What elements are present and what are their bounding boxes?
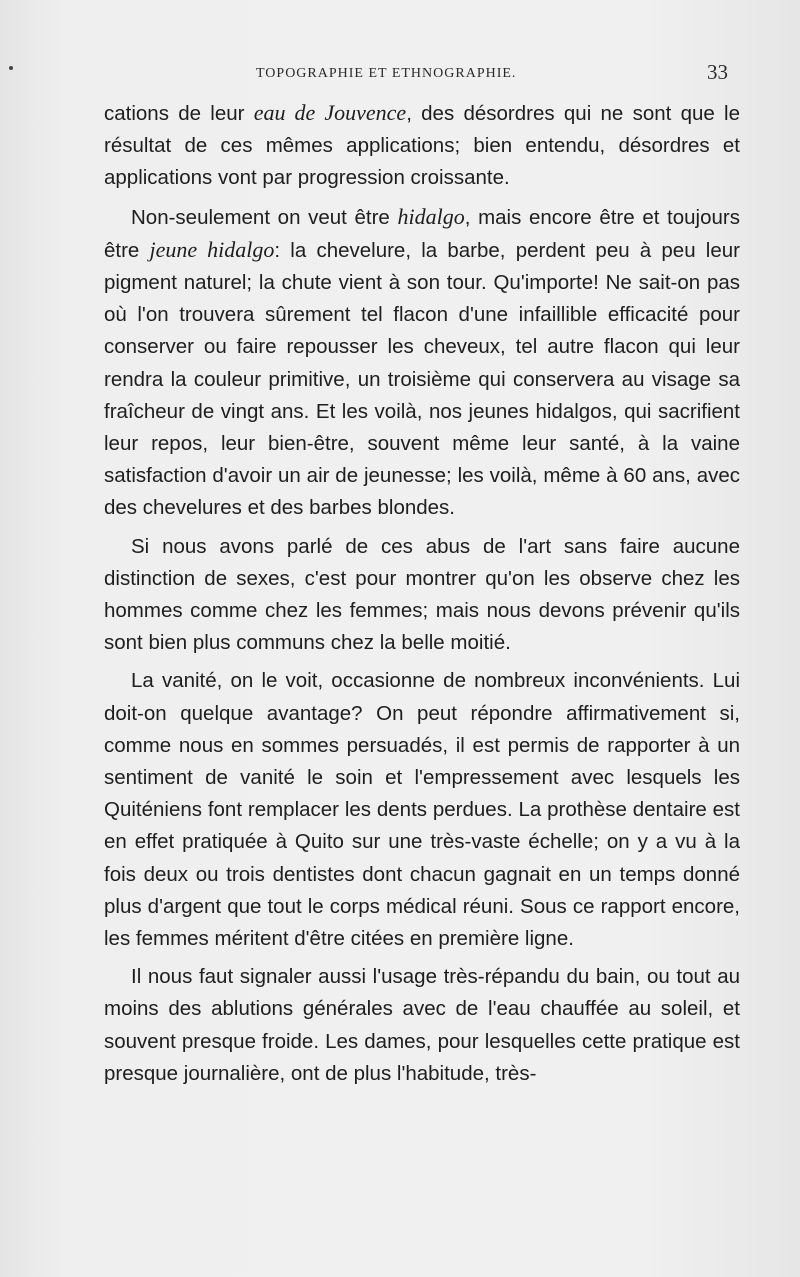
text-segment: Si nous avons parlé de ces abus de l'art sans faire aucune distinction de sexes, c'est pour montrer qu'on les observe chez les hommes comme chez les femmes; mais nous devons prévenir qu'ils sont bien plus communs chez la belle moitié. xyxy=(104,534,740,655)
paragraph-hidalgo xyxy=(104,201,740,525)
text-segment: : la chevelure, la barbe, perdent peu à peu leur pigment naturel; la chute vient à son tour. Qu'importe! Ne sait-on pas où l'on trouvera sûrement tel flacon d'une infaillible efficacité pour conserver ou faire repousser les cheveux, tel autre flacon qui leur rendra la couleur primitive, un troisième qui conservera au visage sa fraîcheur de vingt ans. Et les voilà, nos jeunes hidalgos, qui sacrifient leur repos, leur bien-être, souvent même leur santé, à la vaine satisfaction d'avoir un air de jeunesse; les voilà, même à 60 ans, avec des chevelures et des barbes blondes. xyxy=(104,238,740,520)
text-segment: , des désordres qui ne sont que le résultat de ces mêmes applications; bien entendu, désordres et applications vont par progression croissante. xyxy=(104,102,740,190)
page-number: 33 xyxy=(707,60,728,84)
running-title: TOPOGRAPHIE ET ETHNOGRAPHIE. xyxy=(256,66,517,81)
paragraph-continuation xyxy=(104,97,740,195)
paragraph-bain xyxy=(104,961,740,1090)
text-segment: cations de leur xyxy=(104,102,254,125)
italic-phrase: eau de Jouvence xyxy=(253,100,407,125)
text-segment: Il nous faut signaler aussi l'usage très-répandu du bain, ou tout au moins des ablutions générales avec de l'eau chauffée au soleil, et souvent presque froide. Les dames, pour lesquelles cette pratique est presque journalière, ont de plus l'habitude, très- xyxy=(104,965,740,1085)
page-header xyxy=(104,60,734,90)
paragraph-sexes xyxy=(104,531,740,660)
body-text xyxy=(104,97,740,1096)
paragraph-vanite xyxy=(104,665,740,955)
text-segment: Non-seulement on veut être xyxy=(131,205,398,229)
italic-phrase: jeune hidalgo xyxy=(149,236,275,262)
text-segment: , mais encore être et toujours être xyxy=(104,205,740,262)
ink-speck xyxy=(9,66,13,70)
italic-phrase: hidalgo xyxy=(397,203,465,229)
text-segment: La vanité, on le voit, occasionne de nombreux inconvénients. Lui doit-on quelque avantage? On peut répondre affirmativement si, comme nous en sommes persuadés, il est permis de rapporter à un sentiment de vanité le soin et l'empressement avec lesquels les Quiténiens font remplacer les dents perdues. La prothèse dentaire est en effet pratiquée à Quito sur une très-vaste échelle; on y a vu à la fois deux ou trois dentistes dont chacun gagnait en un temps donné plus d'argent que tout le corps médical réuni. Sous ce rapport encore, les femmes méritent d'être citées en première ligne. xyxy=(104,669,740,951)
